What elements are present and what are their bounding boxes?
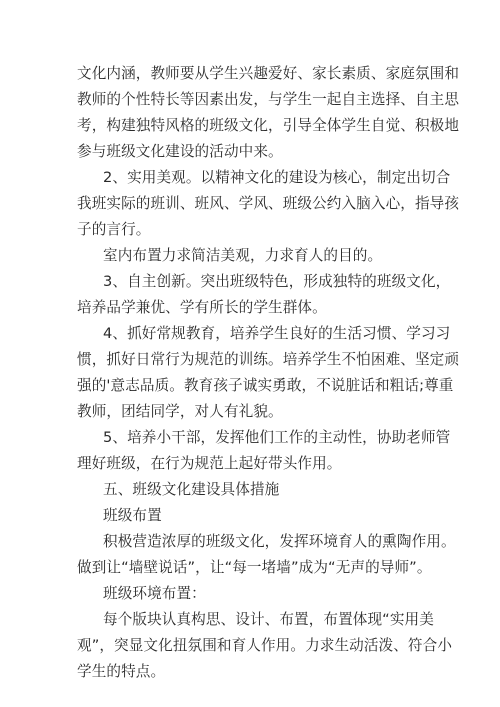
- body-text-line: 4、抓好常规教育，培养学生良好的生活习惯、学习习: [103, 325, 451, 342]
- body-text-line: 培养品学兼优、学有所长的学生群体。: [77, 299, 327, 316]
- body-text-line: 教师，团结同学，对人有礼貌。: [77, 403, 283, 420]
- section-heading: 五、班级文化建设具体措施: [103, 481, 280, 498]
- body-text-line: 教师的个性特长等因素出发，与学生一起自主选择、自主思: [77, 91, 460, 108]
- body-text-line: 5、培养小干部，发挥他们工作的主动性，协助老师管: [103, 429, 451, 446]
- body-text-line: 3、自主创新。突出班级特色，形成独特的班级文化，: [103, 273, 451, 290]
- subsection-heading: 班级布置: [103, 507, 162, 524]
- body-text-line: 每个版块认真构思、设计、布置，布置体现“实用美: [103, 611, 434, 628]
- body-text-line: 参与班级文化建设的活动中来。: [77, 143, 283, 160]
- body-text-line: 积极营造浓厚的班级文化，发挥环境育人的熏陶作用。: [103, 533, 456, 550]
- body-text-line: 理好班级，在行为规范上起好带头作用。: [77, 455, 342, 472]
- body-text-line: 子的言行。: [77, 221, 151, 238]
- body-text-line: 室内布置力求简洁美观，力求育人的目的。: [103, 247, 383, 264]
- body-text-line: 我班实际的班训、班风、学风、班级公约入脑入心，指导孩: [77, 195, 460, 212]
- body-text-line: 做到让“墙壁说话”，让“每一堵墙”成为“无声的导师”。: [77, 559, 432, 576]
- body-text-line: 2、实用美观。以精神文化的建设为核心，制定出切合: [103, 169, 451, 186]
- body-text-line: 强的'意志品质。教育孩子诚实勇敢，不说脏话和粗话;尊重: [77, 377, 454, 394]
- body-text-line: 文化内涵，教师要从学生兴趣爱好、家长素质、家庭氛围和: [77, 65, 460, 82]
- body-text-line: 观”，突显文化扭氛围和育人作用。力求生动活泼、符合小: [77, 637, 453, 654]
- body-text-line: 学生的特点。: [77, 663, 166, 680]
- subsection-heading: 班级环境布置：: [103, 585, 206, 602]
- body-text-line: 考，构建独特风格的班级文化，引导全体学生自觉、积极地: [77, 117, 460, 134]
- body-text-line: 惯，抓好日常行为规范的训练。培养学生不怕困难、坚定顽: [77, 351, 460, 368]
